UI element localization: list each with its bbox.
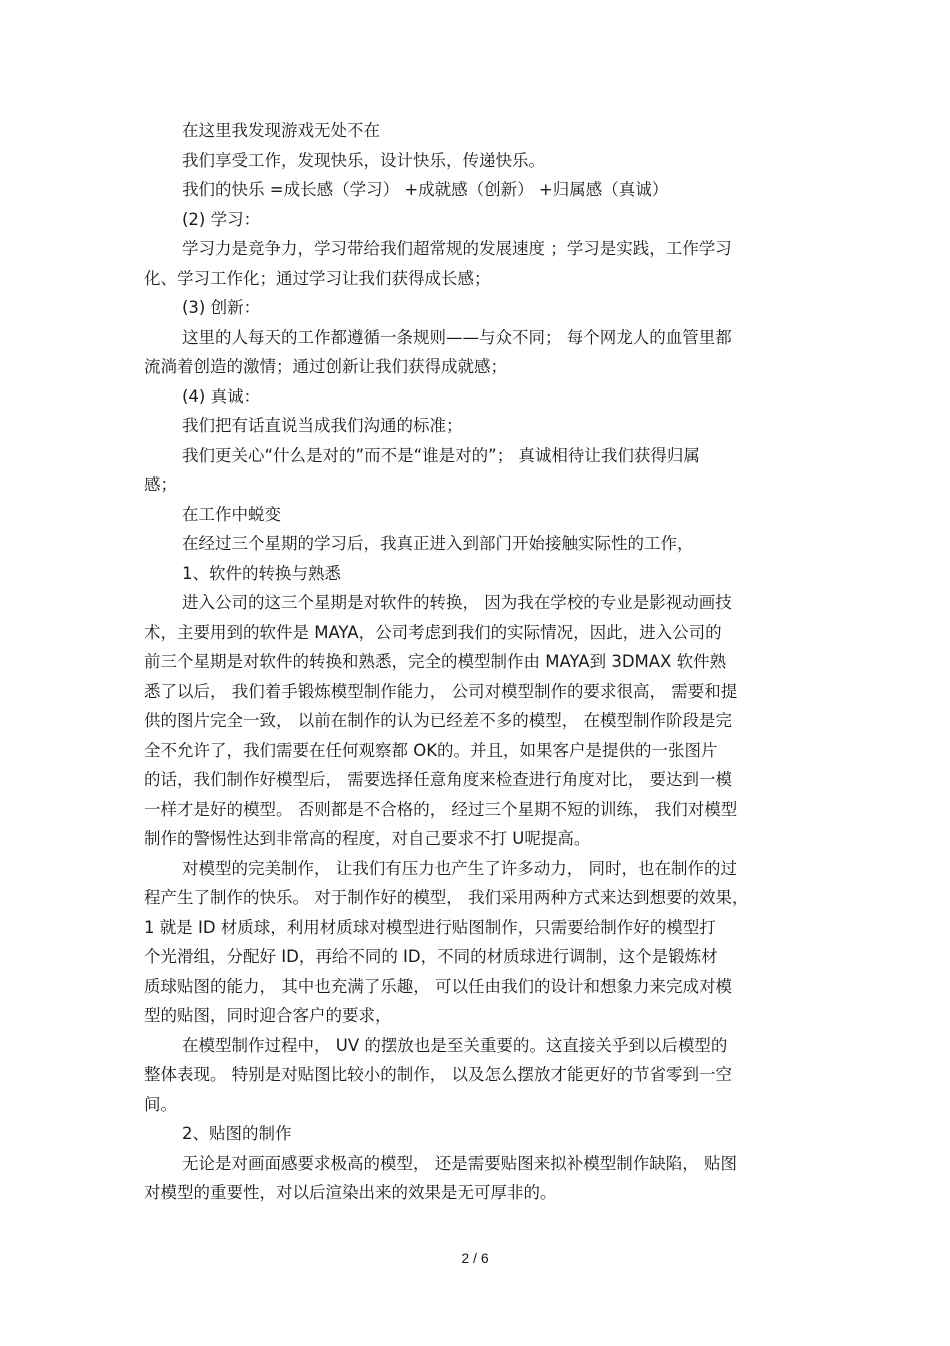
text-line: 悉了以后， 我们着手锻炼模型制作能力， 公司对模型制作的要求很高， 需要和提 (144, 681, 738, 701)
text-line: 一样才是好的模型。 否则都是不合格的， 经过三个星期不短的训练， 我们对模型 (144, 799, 738, 819)
text-line: 全不允许了，我们需要在任何观察都 OK的。并且，如果客户是提供的一张图片 (144, 740, 718, 760)
text-line: 对模型的完美制作， 让我们有压力也产生了许多动力， 同时，也在制作的过 (182, 858, 737, 878)
text-line: 质球贴图的能力， 其中也充满了乐趣， 可以任由我们的设计和想象力来完成对模 (144, 976, 732, 996)
text-line: 化、学习工作化；通过学习让我们获得成长感； (144, 268, 491, 288)
text-line: 在经过三个星期的学习后，我真正进入到部门开始接触实际性的工作， (182, 534, 694, 553)
text-line: 进入公司的这三个星期是对软件的转换， 因为我在学校的专业是影视动画技 (182, 593, 732, 612)
text-line: 个光滑组，分配好 ID，再给不同的 ID，不同的材质球进行调制，这个是锻炼材 (144, 947, 718, 966)
text-line: 流淌着创造的激情；通过创新让我们获得成就感； (144, 357, 507, 376)
text-line: 制作的警惕性达到非常高的程度，对自己要求不打 U呢提高。 (144, 829, 591, 848)
text-line: 的话，我们制作好模型后， 需要选择任意角度来检查进行角度对比， 要达到一模 (144, 770, 732, 789)
text-line: 无论是对画面感要求极高的模型， 还是需要贴图来拟补模型制作缺陷， 贴图 (182, 1153, 737, 1173)
page-number: 2 / 6 (461, 1250, 489, 1266)
text-line: 这里的人每天的工作都遵循一条规则——与众不同； 每个网龙人的血管里都 (182, 327, 732, 347)
text-line: 我们的快乐 =成长感（学习） +成就感（创新） +归属感（真诚） (182, 180, 669, 199)
document-body (144, 116, 814, 1208)
text-line: 在工作中蜕变 (182, 504, 281, 524)
text-line: (3) 创新： (182, 298, 261, 317)
text-line: 前三个星期是对软件的转换和熟悉，完全的模型制作由 MAYA到 3DMAX 软件熟 (144, 652, 727, 671)
text-line: 间。 (144, 1094, 177, 1114)
text-line: 我们更关心“什么是对的”而不是“谁是对的”； 真诚相待让我们获得归属 (182, 445, 700, 465)
text-line: 对模型的重要性，对以后渲染出来的效果是无可厚非的。 (144, 1183, 557, 1202)
text-line: 我们把有话直说当成我们沟通的标准； (182, 416, 463, 435)
text-line: 1 就是 ID 材质球，利用材质球对模型进行贴图制作，只需要给制作好的模型打 (144, 917, 716, 937)
text-line: 我们享受工作，发现快乐，设计快乐，传递快乐。 (182, 150, 545, 170)
text-line: 术，主要用到的软件是 MAYA，公司考虑到我们的实际情况，因此，进入公司的 (144, 622, 722, 642)
text-line: 感； (144, 475, 177, 494)
text-line: (2) 学习： (182, 209, 261, 229)
text-line: 整体表现。 特别是对贴图比较小的制作， 以及怎么摆放才能更好的节省零到一空 (144, 1065, 732, 1084)
text-line: 在这里我发现游戏无处不在 (182, 121, 380, 140)
text-line: 供的图片完全一致， 以前在制作的认为已经差不多的模型， 在模型制作阶段是完 (144, 711, 732, 730)
text-line: 在模型制作过程中， UV 的摆放也是至关重要的。这直接关乎到以后模型的 (182, 1035, 728, 1055)
text-line: 学习力是竞争力，学习带给我们超常规的发展速度 ；学习是实践，工作学习 (182, 239, 732, 258)
text-line: 型的贴图，同时迎合客户的要求， (144, 1006, 392, 1025)
text-line: 1、软件的转换与熟悉 (182, 563, 341, 583)
text-line: 2、贴图的制作 (182, 1124, 292, 1143)
text-line: (4) 真诚： (182, 386, 261, 406)
text-line: 程产生了制作的快乐。 对于制作好的模型， 我们采用两种方式来达到想要的效果， (144, 888, 749, 907)
